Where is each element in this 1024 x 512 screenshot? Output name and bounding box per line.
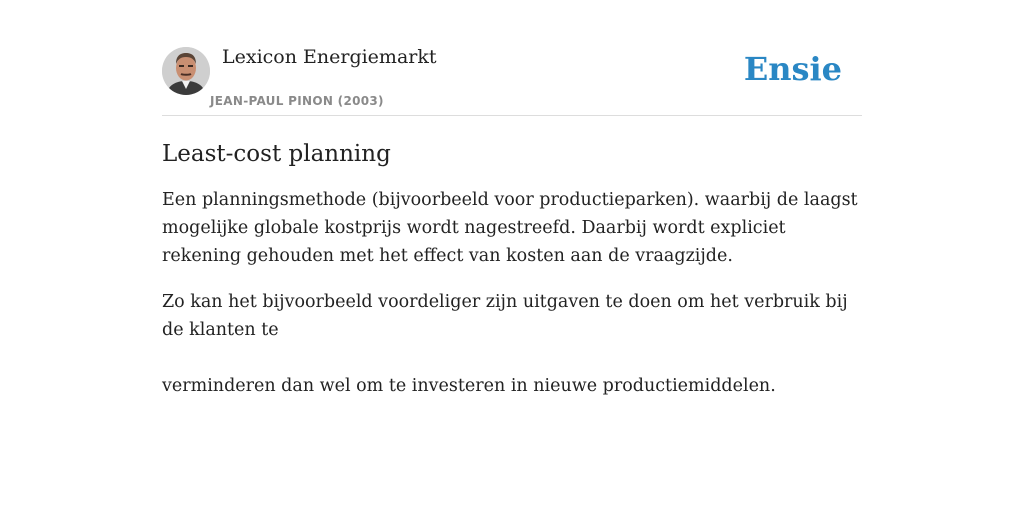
- author-portrait-icon: [162, 47, 210, 95]
- entry-paragraph: Zo kan het bijvoorbeeld voordeliger zijn uitgaven te doen om het verbruik bij de klanten te: [162, 292, 848, 340]
- entry-paragraph: Een planningsmethode (bijvoorbeeld voor productieparken). waarbij de laagst mogelijke globale kostprijs wordt nagestreefd. Daarbij wordt expliciet rekening gehouden met het effect van kosten aan de vraagzijde.: [162, 190, 858, 266]
- lexicon-header: [162, 40, 862, 116]
- author-name: JEAN-PAUL PINON (2003): [210, 94, 384, 108]
- ensie-logo[interactable]: Ensie: [743, 50, 842, 88]
- entry-content: [162, 138, 862, 418]
- entry-title: Least-cost planning: [162, 141, 391, 167]
- lexicon-title-link[interactable]: Lexicon Energiemarkt: [222, 46, 437, 68]
- entry-paragraph: verminderen dan wel om te investeren in nieuwe productiemiddelen.: [162, 376, 776, 396]
- author-avatar[interactable]: [162, 47, 210, 95]
